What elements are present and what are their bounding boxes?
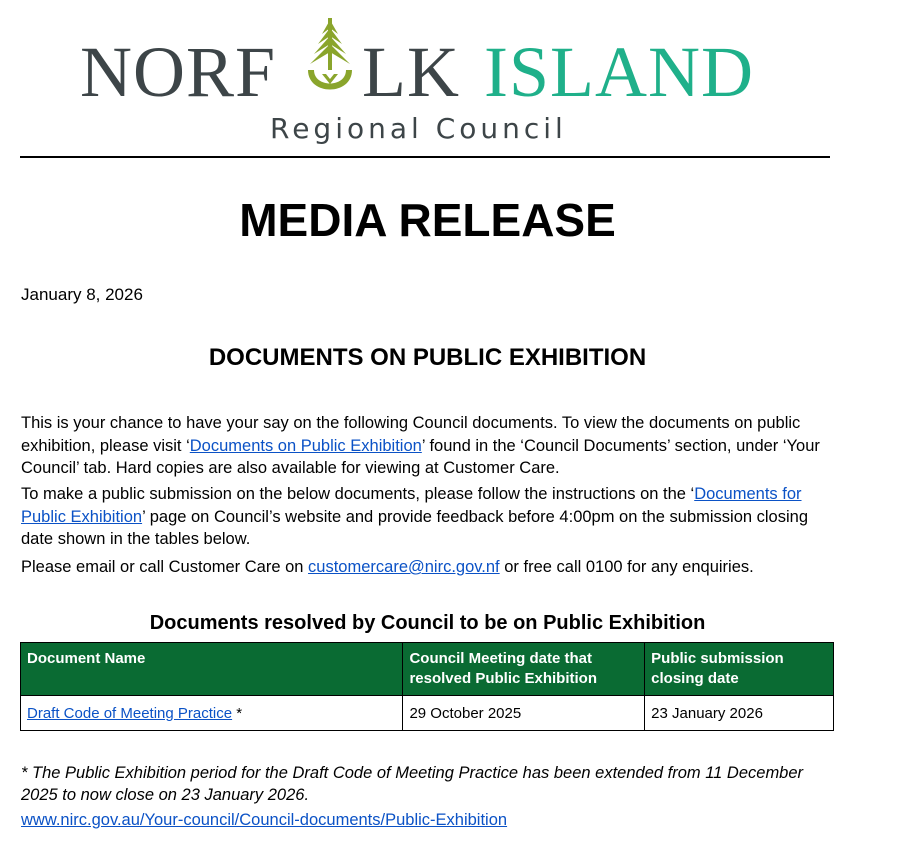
contact-text-1: Please email or call Customer Care on xyxy=(21,558,309,576)
submission-text-1: To make a public submission on the below documents, please follow the instructions on the ‘ xyxy=(21,485,695,503)
pine-tree-emblem-icon xyxy=(298,14,362,108)
release-date: January 8, 2026 xyxy=(21,285,143,304)
column-header-document-name: Document Name xyxy=(21,643,403,696)
table-row xyxy=(21,696,834,731)
submission-paragraph xyxy=(21,483,841,551)
table-title: Documents resolved by Council to be on Public Exhibition xyxy=(149,612,706,634)
exhibition-table xyxy=(20,642,834,731)
contact-paragraph xyxy=(21,556,841,579)
logo-word-lk: LK xyxy=(362,32,460,112)
council-logo xyxy=(0,0,900,150)
release-heading: DOCUMENTS ON PUBLIC EXHIBITION xyxy=(208,344,647,371)
customer-care-email-link[interactable]: customercare@nirc.gov.nf xyxy=(308,558,500,576)
column-header-meeting-date: Council Meeting date that resolved Public Exhibition xyxy=(403,643,645,696)
logo-word-norf: NORF xyxy=(80,32,277,112)
logo-subtitle: Regional Council xyxy=(270,112,567,145)
logo-word-island: ISLAND xyxy=(484,32,754,112)
draft-code-of-meeting-practice-link[interactable]: Draft Code of Meeting Practice xyxy=(27,704,233,722)
intro-text-2: ’ found in the ‘Council Documents’ section, under ‘Your Council’ tab. Hard copies are also available for viewing at Customer Care. xyxy=(21,436,820,477)
document-name-cell xyxy=(21,696,403,731)
submission-text-2: ’ page on Council’s website and provide feedback before 4:00pm on the submission closing date shown in the tables below. xyxy=(21,507,808,548)
meeting-date-cell: 29 October 2025 xyxy=(403,696,645,731)
table-header-row xyxy=(21,643,834,696)
intro-paragraph xyxy=(21,412,841,480)
document-footnote-marker: * xyxy=(232,704,243,722)
public-exhibition-url-link[interactable]: www.nirc.gov.au/Your-council/Council-documents/Public-Exhibition xyxy=(21,811,508,829)
contact-text-2: or free call 0100 for any enquiries. xyxy=(499,558,754,576)
column-header-closing-date: Public submission closing date xyxy=(645,643,834,696)
intro-text-1: This is your chance to have your say on the following Council documents. To view the documents on public exhibition, please visit ‘ xyxy=(21,414,801,455)
closing-date-cell: 23 January 2026 xyxy=(645,696,834,731)
documents-on-public-exhibition-link[interactable]: Documents on Public Exhibition xyxy=(189,436,422,455)
footnote: * The Public Exhibition period for the Draft Code of Meeting Practice has been extended from 11 December 2025 to now close on 23 January 2026. xyxy=(21,764,804,804)
release-title: MEDIA RELEASE xyxy=(239,194,616,246)
header-divider xyxy=(20,156,830,158)
documents-for-public-exhibition-link[interactable]: Documents for Public Exhibition xyxy=(21,485,802,526)
